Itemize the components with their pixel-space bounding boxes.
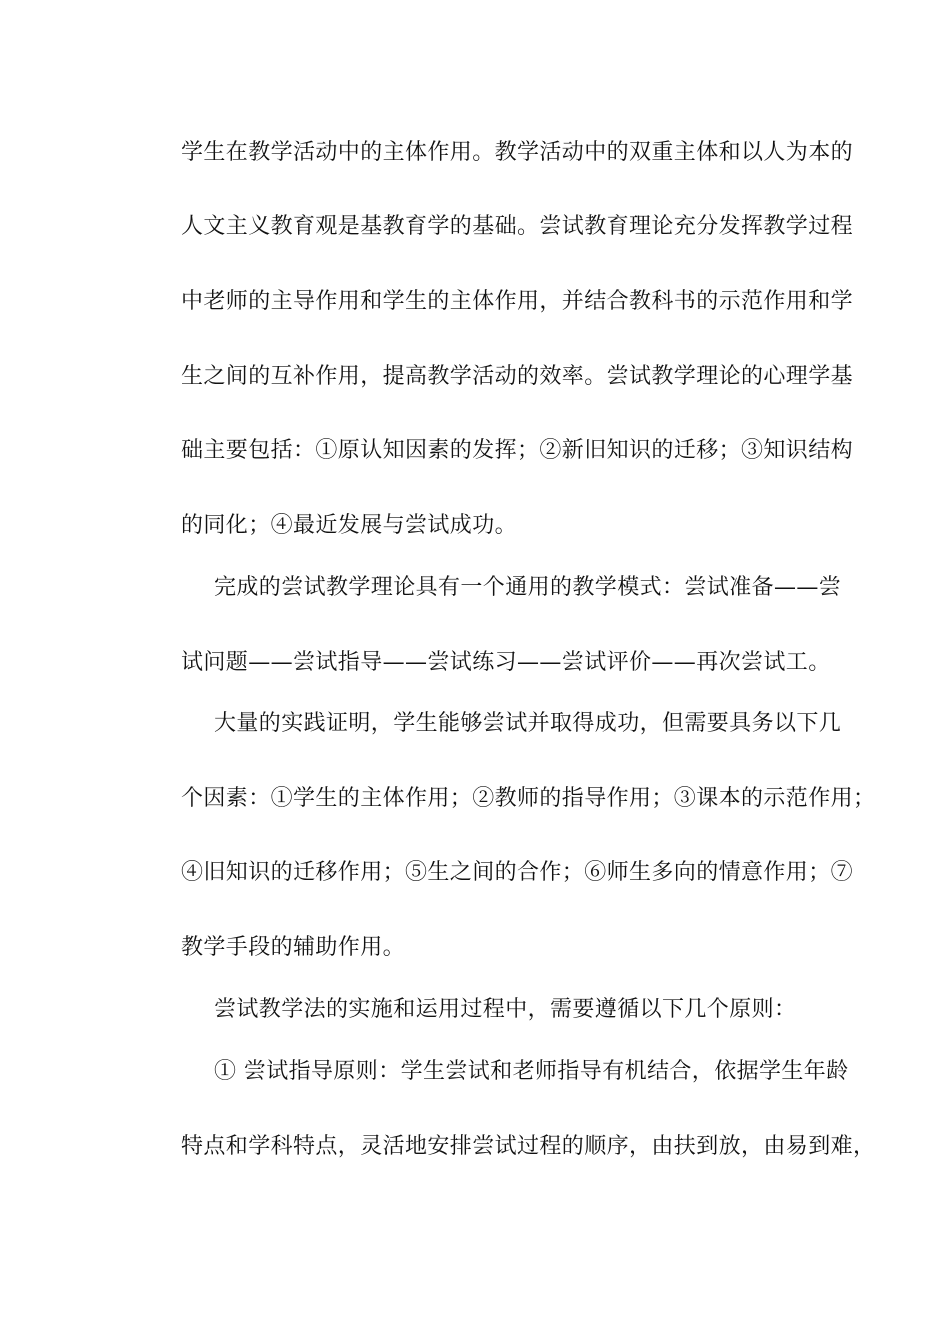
paragraph-line: 的同化；④最近发展与尝试成功。 [181, 513, 518, 538]
paragraph-line: 学生在教学活动中的主体作用。教学活动中的双重主体和以人为本的 [181, 140, 854, 165]
paragraph-line: 特点和学科特点，灵活地安排尝试过程的顺序，由扶到放，由易到难， [181, 1134, 876, 1159]
paragraph-line: 础主要包括：①原认知因素的发挥；②新旧知识的迁移；③知识结构 [181, 438, 854, 463]
paragraph-line: 教学手段的辅助作用。 [181, 935, 406, 960]
paragraph-line: 生之间的互补作用，提高教学活动的效率。尝试教学理论的心理学基 [181, 364, 854, 389]
paragraph-line: 完成的尝试教学理论具有一个通用的教学模式：尝试准备——尝 [214, 575, 842, 600]
paragraph-line: ④旧知识的迁移作用；⑤生之间的合作；⑥师生多向的情意作用；⑦ [181, 860, 854, 885]
paragraph-line: ① 尝试指导原则：学生尝试和老师指导有机结合，依据学生年龄 [214, 1059, 849, 1084]
paragraph-line: 人文主义教育观是基教育学的基础。尝试教育理论充分发挥教学过程 [181, 214, 854, 239]
paragraph-line: 尝试教学法的实施和运用过程中，需要遵循以下几个原则： [214, 997, 797, 1022]
paragraph-line: 大量的实践证明，学生能够尝试并取得成功，但需要具务以下几 [214, 711, 842, 736]
paragraph-line: 中老师的主导作用和学生的主体作用，并结合教科书的示范作用和学 [181, 289, 854, 314]
paragraph-line: 个因素：①学生的主体作用；②教师的指导作用；③课本的示范作用； [181, 786, 876, 811]
paragraph-line: 试问题——尝试指导——尝试练习——尝试评价——再次尝试工。 [181, 650, 831, 675]
